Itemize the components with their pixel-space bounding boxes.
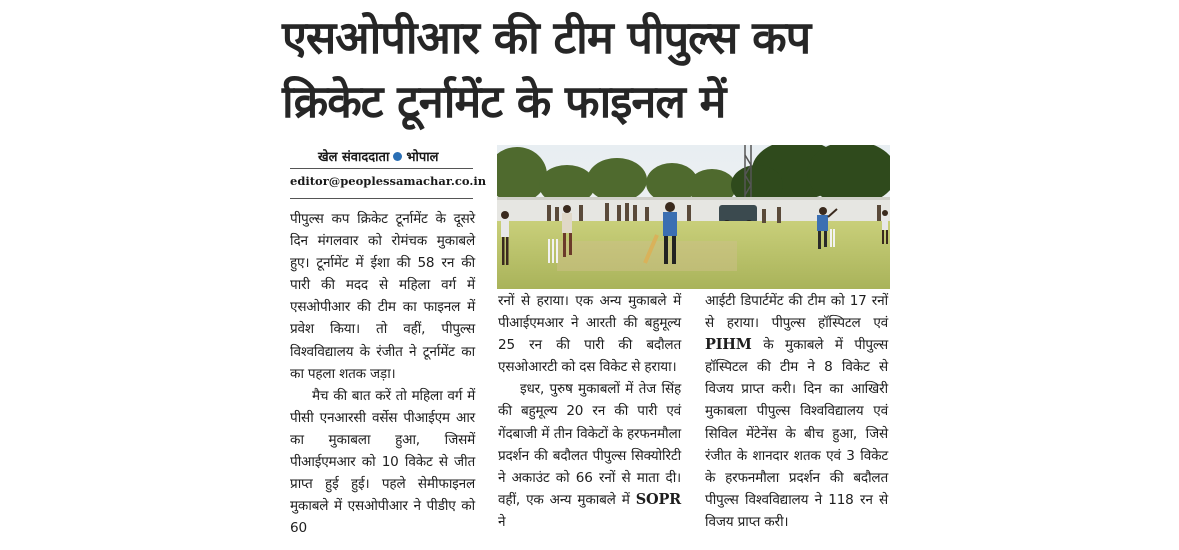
article-paragraph <box>705 290 888 533</box>
article-text: आईटी डिपार्टमेंट की टीम को 17 रनों से हराया। पीपुल्स हॉस्पिटल एवं <box>705 293 888 332</box>
article-text: के मुकाबले में पीपुल्स हॉस्पिटल की टीम ने 8 विकेट से विजय प्राप्त करी। दिन का आखिरी मुकाबला पीपुल्स विश्वविद्यालय एवं सिविल मेंटेनेंस के बीच हुआ, जिसे रंजीत के शानदार शतक एवं 3 विकेट के हरफनमौला प्रदर्शन की बदौलत पीपुल्स विश्वविद्यालय ने 118 रन से विजय प्राप्त करी। <box>705 337 889 530</box>
divider-rule <box>290 198 473 199</box>
headline-line-2: क्रिकेट टूर्नामेंट के फाइनल में <box>282 75 726 128</box>
team-name-sopr: SOPR <box>635 490 682 508</box>
article-column-1 <box>290 208 475 539</box>
article-paragraph: रनों से हराया। एक अन्य मुकाबले में पीआईएमआर ने आरती की बहुमूल्य 25 रन की पारी की बदौलत एसओआरटी को दस विकेट से हराया। <box>498 293 681 376</box>
editor-email: editor@peoplessamachar.co.in <box>290 174 487 188</box>
team-name-pihm: PIHM <box>705 336 752 354</box>
article-column-3 <box>705 290 888 533</box>
article-paragraph <box>498 378 681 533</box>
divider-rule <box>290 168 473 169</box>
byline <box>318 143 438 169</box>
article-paragraph: मैच की बात करें तो महिला वर्ग में पीसी एनआरसी वर्सेस पीआईएम आर का मुकाबला हुआ, जिसमें पीआईएमआर को 10 विकेट से जीत प्राप्त हुई हुई। पहले सेमीफाइनल मुकाबले में एसओपीआर ने पीडीए को 60 <box>290 387 475 537</box>
article-text: इधर, पुरुष मुकाबलों में तेज सिंह की बहुमूल्य 20 रन की पारी एवं गेंदबाजी में तीन विकेटों के हरफनमौला प्रदर्शन की बदौलत पीपुल्स सिक्योरिटी ने अकाउंट को 66 रनों से माता दी। वहीं, एक अन्य मुकाबले में <box>498 381 681 508</box>
bullet-dot-icon <box>393 152 402 161</box>
article-text: ने <box>498 513 506 530</box>
location-label: भोपाल <box>406 150 439 165</box>
article-paragraph: पीपुल्स कप क्रिकेट टूर्नामेंट के दूसरे दिन मंगलवार को रोमंचक मुकाबले हुए। टूर्नामेंट में ईशा की 58 रन की पारी की मदद से महिला वर्ग में एसओपीआर की टीम का फाइनल में प्रवेश किया। तो वहीं, पीपुल्स विश्वविद्यालय के रंजीत ने टूर्नामेंट का का पहला शतक जड़ा। <box>290 211 475 382</box>
cricket-match-photo <box>497 145 890 289</box>
headline-line-1: एसओपीआर की टीम पीपुल्स कप <box>282 11 811 64</box>
reporter-label: खेल संवाददाता <box>318 150 390 165</box>
article-column-2 <box>498 290 681 533</box>
